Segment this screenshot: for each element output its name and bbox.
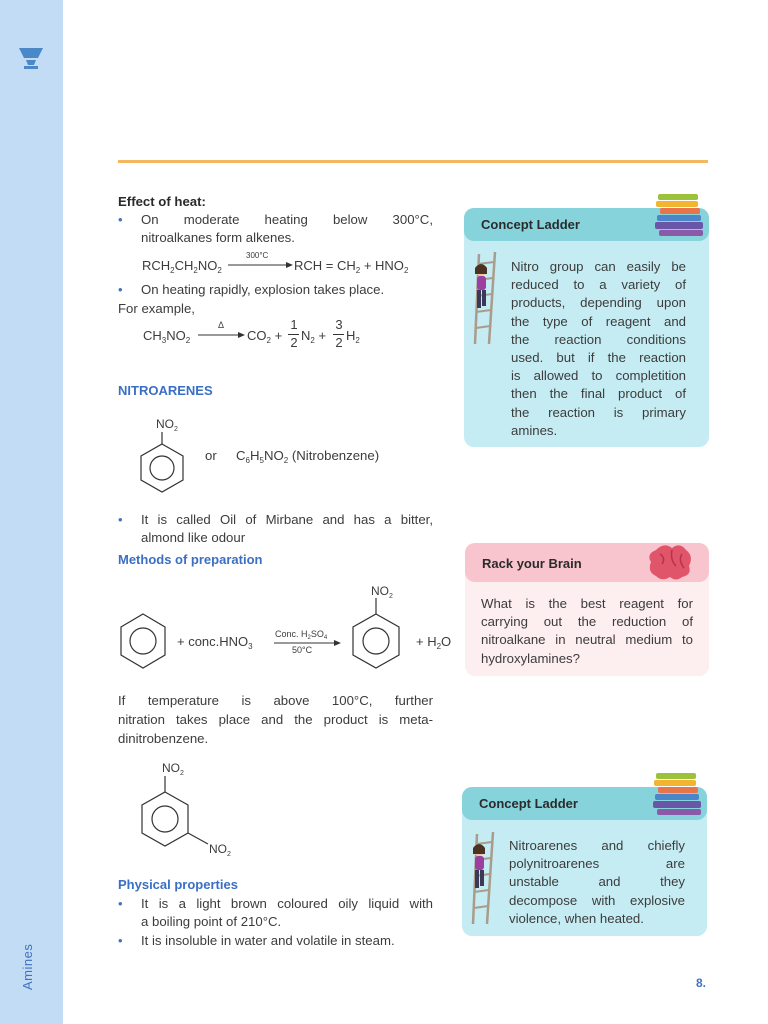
heat-bullet1-line1: On moderate heating below 300°C, [141,212,433,227]
reagent-text: + $conc.HNO_3$ [177,634,253,651]
physical-heading: Physical properties [118,877,238,892]
brain-icon [646,542,694,582]
ladder-girl-icon [469,250,503,346]
reaction-condition-top: Conc. $H_2SO_4$ [275,629,328,641]
or-text: or [205,448,217,463]
sidebar [0,0,63,1024]
bullet-icon: • [118,212,123,227]
nitrobenzene-formula: $C_6H_5NO_2$ (Nitrobenzene) [236,448,380,465]
heat-bullet1-line2: nitroalkanes form alkenes. [141,230,295,245]
bullet-icon: • [118,896,123,911]
physical-bullet2: It is insoluble in water and volatile in steam. [141,933,395,948]
physical-bullet1-line2: a boiling point of 210°C. [141,914,282,929]
top-divider [118,160,708,163]
rack-your-brain-text: What is the best reagent for carrying out the reduction of nitroalkane in neutral medium to hydroxylamines? [481,596,693,666]
reaction-arrow-icon [198,330,246,340]
concept-ladder-title: Concept Ladder [479,796,578,811]
benzene-structure [116,612,170,672]
meta-dinitrobenzene-structure [138,776,212,856]
page-number: 8. [696,976,707,990]
meta-para-line1: If temperature is above 100°C, further [118,693,433,708]
mdnb-no2-side: $NO_2$ [209,842,231,858]
mirbane-line1: It is called Oil of Mirbane and has a bitter, [141,512,433,527]
nitrobenzene-structure [138,432,188,494]
concept-ladder-text-2: Nitroarenes and chiefly polynitroarenes are unstable and they decompose with explosive violence, when heated. [509,838,685,926]
bullet-icon: • [118,282,123,297]
concept-ladder-text-1: Nitro group can easily be reduced to a variety of products, depending upon the type of reagent and the reaction conditions used. but if the reaction is allowed to completition then the final product of the reaction is primary amines. [511,259,686,438]
sidebar-chapter-label: Amines [20,943,35,990]
nitroarenes-heading: NITROARENES [118,383,213,398]
concept-ladder-title: Concept Ladder [481,217,580,232]
meta-para-line2: nitration takes place and the product is meta- [118,712,433,727]
product-no2-label: $NO_2$ [371,584,393,600]
reaction-condition-bottom: 50°C [292,645,313,655]
logo-icon [18,46,44,72]
product-nitrobenzene-structure [348,598,404,674]
for-example-text: For example, [118,301,195,316]
ladder-girl-icon [467,830,501,926]
physical-bullet1-line1: It is a light brown coloured oily liquid with [141,896,433,911]
methods-heading: Methods of preparation [118,552,263,567]
rack-your-brain-title: Rack your Brain [482,556,582,571]
meta-para-line3: dinitrobenzene. [118,731,209,746]
bullet-icon: • [118,512,123,527]
books-icon [652,771,706,819]
books-icon [654,192,708,240]
eq2-condition: Δ [218,320,225,330]
water-product: + $H_2O$ [416,634,452,651]
bullet-icon: • [118,933,123,948]
mirbane-line2: almond like odour [141,530,246,545]
heat-bullet2: On heating rapidly, explosion takes place. [141,282,385,297]
nitrobenzene-no2-label: $NO_2$ [156,417,178,433]
mdnb-no2-top: $NO_2$ [162,761,184,777]
eq1-condition: 300°C [246,251,269,260]
reaction-arrow-icon [228,260,294,270]
effect-of-heat-heading: Effect of heat: [118,194,206,209]
